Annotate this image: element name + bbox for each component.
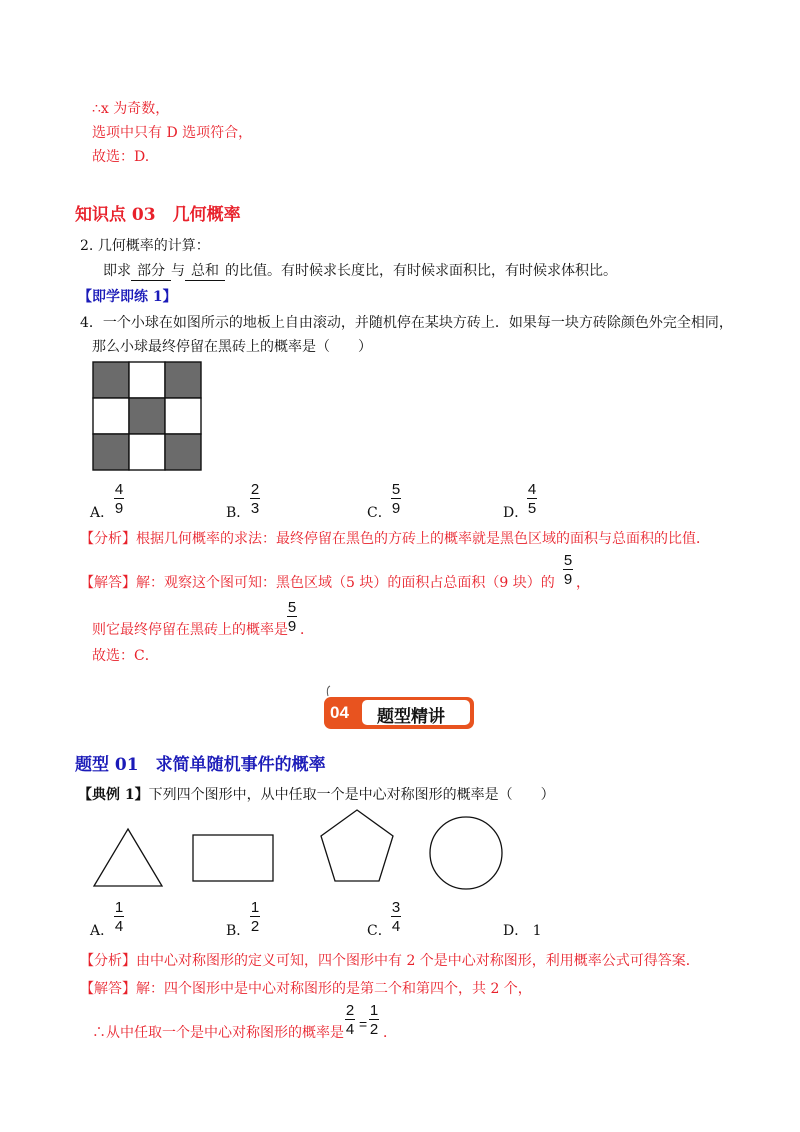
dark-tile <box>93 434 129 470</box>
formula-line <box>103 260 617 281</box>
light-tile <box>93 398 129 434</box>
punct: ． <box>300 622 314 638</box>
practice-answer-line-3: 故选：C． <box>92 648 159 664</box>
example-answer-line-1: 【解答】解：四个图形中是中心对称图形的是第二个和第四个，共 2 个， <box>80 981 532 997</box>
dark-tile <box>93 362 129 398</box>
answer-fraction-5-9-b: 5 9 <box>287 599 297 635</box>
section-title-03: 知识点 03 几何概率 <box>75 205 241 225</box>
prev-line-3: 故选：D. <box>92 149 150 165</box>
practice-tag: 【即学即练 1】 <box>78 289 177 305</box>
shape-rectangle <box>192 834 276 884</box>
item-number: 2. <box>80 238 94 254</box>
formula-post: 的比值。有时候求长度比，有时候求面积比，有时候求体积比。 <box>225 263 617 279</box>
practice-question-line-1: 4．一个小球在如图所示的地板上自由滚动，并随机停在某块方砖上．如果每一块方砖除颜色外完全相同， <box>80 315 733 331</box>
practice-option-d[interactable]: D． <box>503 505 529 521</box>
practice-analysis: 【分析】根据几何概率的求法：最终停留在黑色的方砖上的概率就是黑色区域的面积与总面积的比值． <box>80 531 710 547</box>
example-analysis: 【分析】由中心对称图形的定义可知，四个图形中有 2 个是中心对称图形，利用概率公式可得答案． <box>80 953 700 969</box>
example-option-b[interactable]: B． <box>226 923 251 939</box>
example-question <box>78 784 555 804</box>
practice-option-a[interactable]: A． <box>90 505 115 521</box>
formula-mid: 与 <box>171 263 185 279</box>
practice-option-b-fraction: 2 3 <box>250 481 260 517</box>
item-2 <box>80 235 210 255</box>
practice-question-line-2: 那么小球最终停留在黑砖上的概率是（ ） <box>92 339 372 355</box>
formula-pre: 即求 <box>103 263 131 279</box>
light-tile <box>165 398 201 434</box>
practice-option-c-fraction: 5 9 <box>391 481 401 517</box>
light-tile <box>129 434 165 470</box>
practice-option-c[interactable]: C． <box>367 505 392 521</box>
dark-tile <box>129 398 165 434</box>
practice-answer-line-2: 则它最终停留在黑砖上的概率是 <box>92 622 288 638</box>
example-option-b-fraction: 1 2 <box>250 899 260 935</box>
banner-number: 04 <box>330 703 349 722</box>
example-tag: 【典例 1】 <box>78 787 149 803</box>
practice-option-a-fraction: 4 9 <box>114 481 124 517</box>
example-option-d[interactable]: D． 1 <box>503 923 542 939</box>
blank-part: 部分 <box>131 260 171 281</box>
example-answer-line-2: ∴从中任取一个是中心对称图形的概率是 <box>92 1025 344 1041</box>
type-title-01: 题型 01 求简单随机事件的概率 <box>75 755 326 775</box>
practice-answer-line-1: 【解答】解：观察这个图可知：黑色区域（5 块）的面积占总面积（9 块）的 <box>80 575 555 591</box>
punct: ． <box>383 1025 397 1041</box>
dark-tile <box>165 434 201 470</box>
answer-fraction-5-9: 5 9 <box>563 552 573 588</box>
practice-option-d-fraction: 4 5 <box>527 481 537 517</box>
answer-fraction-2-4: 2 4 <box>345 1002 355 1038</box>
example-option-c[interactable]: C． <box>367 923 392 939</box>
punct: ， <box>576 575 590 591</box>
blank-total: 总和 <box>185 260 225 281</box>
dark-tile <box>165 362 201 398</box>
light-tile <box>129 362 165 398</box>
item-text: 几何概率的计算： <box>97 238 210 254</box>
practice-option-b[interactable]: B． <box>226 505 251 521</box>
banner-text: 题型精讲 <box>377 707 445 727</box>
prev-line-1: ∴x 为奇数， <box>92 101 170 117</box>
section-banner <box>322 690 478 732</box>
prev-line-2: 选项中只有 D 选项符合， <box>92 125 253 141</box>
answer-fraction-1-2: 1 2 <box>369 1002 379 1038</box>
shape-triangle <box>90 826 166 888</box>
shape-circle <box>429 816 505 892</box>
example-option-c-fraction: 3 4 <box>391 899 401 935</box>
example-text: 下列四个图形中，从中任取一个是中心对称图形的概率是（ ） <box>148 787 555 803</box>
example-option-a[interactable]: A． <box>90 923 115 939</box>
tile-grid <box>92 361 202 471</box>
equals-sign: = <box>359 1016 368 1032</box>
example-option-a-fraction: 1 4 <box>114 899 124 935</box>
shape-pentagon <box>317 807 397 887</box>
